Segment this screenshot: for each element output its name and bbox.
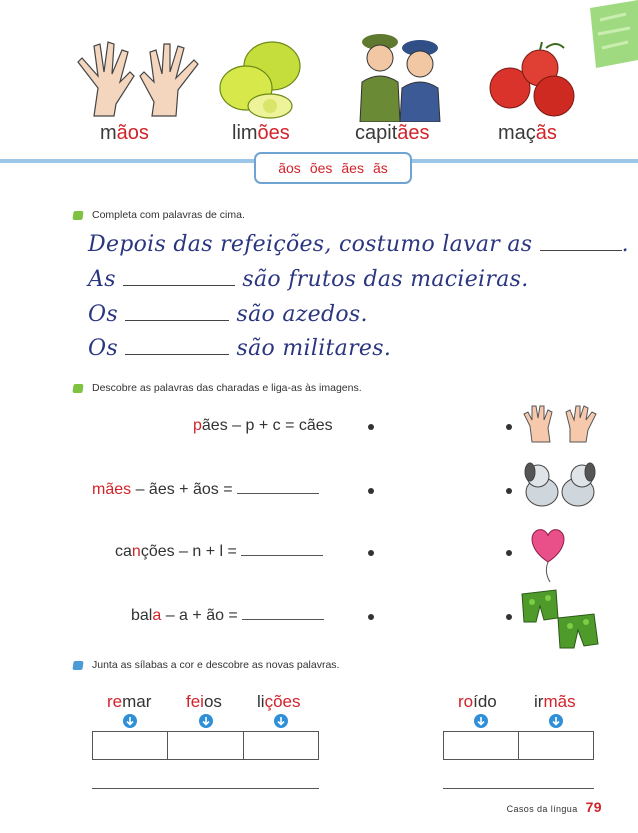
syllable-word-licoes: lições [257,692,301,711]
section-label: Casos da língua [506,804,578,814]
exercise2-bullet [72,384,83,393]
riddle-4: bala – a + ão = [131,607,324,625]
exercise3-bullet [72,661,83,670]
hands-picture [522,404,600,444]
sentence-1: Depois das refeições, costumo lavar as . [88,232,629,257]
word-maos: mãos [100,122,149,144]
captains-illustration [350,24,448,122]
arrow-down-icon [274,714,288,728]
answer-line-left[interactable] [92,788,319,789]
word-limoes: limões [232,122,290,144]
image-1-dot[interactable] [506,424,512,430]
sentence-2: As são frutos das macieiras. [88,267,529,292]
page-number: 79 [585,799,602,815]
riddle-3: canções – n + l = [115,543,323,561]
answer-blank-1[interactable] [540,250,622,251]
image-2-dot[interactable] [506,488,512,494]
image-4-dot[interactable] [506,614,512,620]
answer-blank-2[interactable] [123,285,235,286]
syllable-word-remar: remar [107,692,152,711]
riddle-2: mães – ães + ãos = [92,481,319,499]
answer-blank-3[interactable] [125,320,229,321]
dogs-picture [520,458,602,512]
riddle-2-blank[interactable] [237,493,319,494]
syllable-cell[interactable] [168,732,243,760]
sentence-3: Os são azedos. [88,302,368,327]
answer-line-right[interactable] [443,788,594,789]
arrow-down-icon [549,714,563,728]
syllable-cell[interactable] [93,732,168,760]
arrow-down-icon [474,714,488,728]
shorts-picture [518,588,604,650]
riddle-1: pães – p + c = cães [193,417,333,434]
syllable-word-irmas: irmãs [534,692,576,711]
suffix-1: ãos [278,160,301,176]
balloon-picture [526,526,570,584]
syllable-word-roido: roído [458,692,497,711]
green-corner-decoration [576,0,638,70]
lemons-illustration [214,36,306,120]
arrow-down-icon [123,714,137,728]
syllable-grid-left [92,731,319,760]
syllable-cell[interactable] [519,732,594,760]
apples-illustration [484,40,580,120]
exercise3-instruction: Junta as sílabas a cor e descobre as novas palavras. [92,659,340,671]
word-macas: maçãs [498,122,557,144]
suffix-box [254,152,412,184]
riddle-3-dot[interactable] [368,550,374,556]
syllable-cell[interactable] [444,732,519,760]
hands-illustration [64,38,214,118]
riddle-2-dot[interactable] [368,488,374,494]
arrow-down-icon [199,714,213,728]
riddle-3-blank[interactable] [241,555,323,556]
suffix-4: ãs [372,160,388,176]
sentence-4: Os são militares. [88,336,392,361]
image-3-dot[interactable] [506,550,512,556]
syllable-cell[interactable] [243,732,318,760]
suffix-3: ães [341,160,364,176]
riddle-1-dot[interactable] [368,424,374,430]
suffix-2: ões [309,160,333,176]
exercise2-instruction: Descobre as palavras das charadas e liga-as às imagens. [92,382,362,394]
syllable-grid-right [443,731,594,760]
exercise1-instruction: Completa com palavras de cima. [92,209,245,221]
exercise1-bullet [72,211,83,220]
riddle-4-blank[interactable] [242,619,324,620]
answer-blank-4[interactable] [125,354,229,355]
syllable-word-feios: feios [186,692,222,711]
riddle-4-dot[interactable] [368,614,374,620]
page-footer [507,799,602,815]
word-capitaes: capitães [355,122,430,144]
